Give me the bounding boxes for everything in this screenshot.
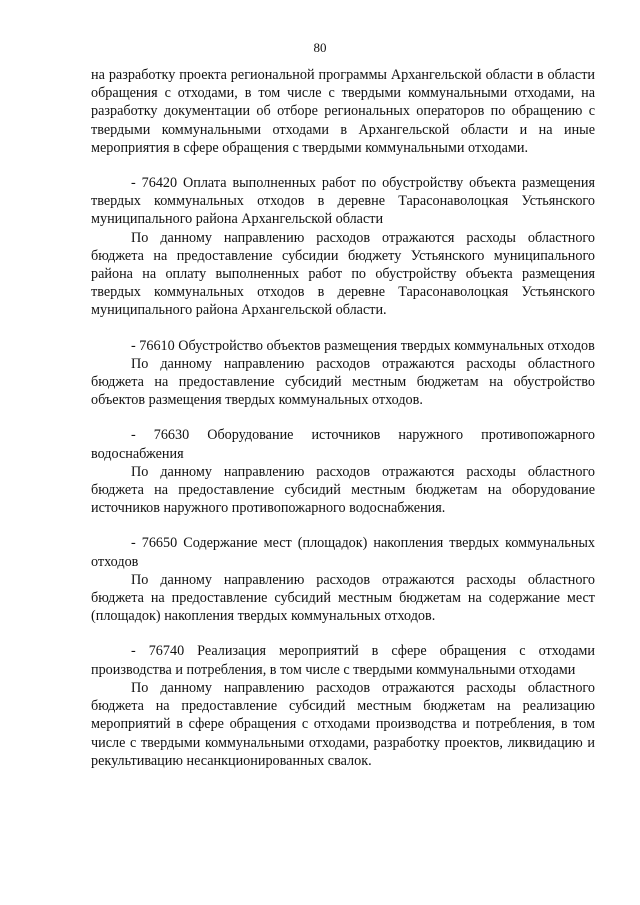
intro-paragraph: на разработку проекта региональной программы Архангельской области в области обращения с отходами, в том числе с твердыми коммунальными отходами, на разработку документации об отборе региональных операторов по обращению с твердыми коммунальными отходами в Архангельской области и на иные мероприятия в сфере обращения с твердыми коммунальными отходами. <box>91 67 595 156</box>
page-number: 80 <box>313 40 327 55</box>
section-body-76420: По данному направлению расходов отражаются расходы областного бюджета на предоставление субсидии бюджету Устьянского муниципального района на оплату выполненных работ по обустройству объекта размещения твердых коммунальных отходов в деревне Тарасонаволоцкая Устьянского муниципального района Архангельской области. <box>91 229 595 319</box>
section-body-76740: По данному направлению расходов отражаются расходы областного бюджета на предоставление субсидий местным бюджетам на реализацию мероприятий в сфере обращения с отходами производства и потребления, в том числе с твердыми коммунальными отходами, разработку проектов, ликвидацию и рекультивацию несанкционированных свалок. <box>91 679 595 769</box>
section-body-76650: По данному направлению расходов отражаются расходы областного бюджета на предоставление субсидий местным бюджетам на содержание мест (площадок) накопления твердых коммунальных отходов. <box>91 571 595 625</box>
section-body-76610: По данному направлению расходов отражаются расходы областного бюджета на предоставление субсидий местным бюджетам на обустройство объектов размещения твердых коммунальных отходов. <box>91 355 595 409</box>
section-heading-76420: - 76420 Оплата выполненных работ по обустройству объекта размещения твердых коммунальных отходов в деревне Тарасонаволоцкая Устьянского муниципального района Архангельской области <box>91 175 595 228</box>
section-heading-76630: - 76630 Оборудование источников наружного противопожарного водоснабжения <box>91 427 595 462</box>
section-heading-76650: - 76650 Содержание мест (площадок) накопления твердых коммунальных отходов <box>91 535 595 570</box>
section-body-76630: По данному направлению расходов отражаются расходы областного бюджета на предоставление субсидий местным бюджетам на оборудование источников наружного противопожарного водоснабжения. <box>91 463 595 517</box>
section-heading-76740: - 76740 Реализация мероприятий в сфере обращения с отходами производства и потребления, в том числе с твердыми коммунальными отходами <box>91 643 595 678</box>
section-heading-76610: - 76610 Обустройство объектов размещения твердых коммунальных отходов <box>131 337 595 354</box>
page-content <box>91 66 595 770</box>
